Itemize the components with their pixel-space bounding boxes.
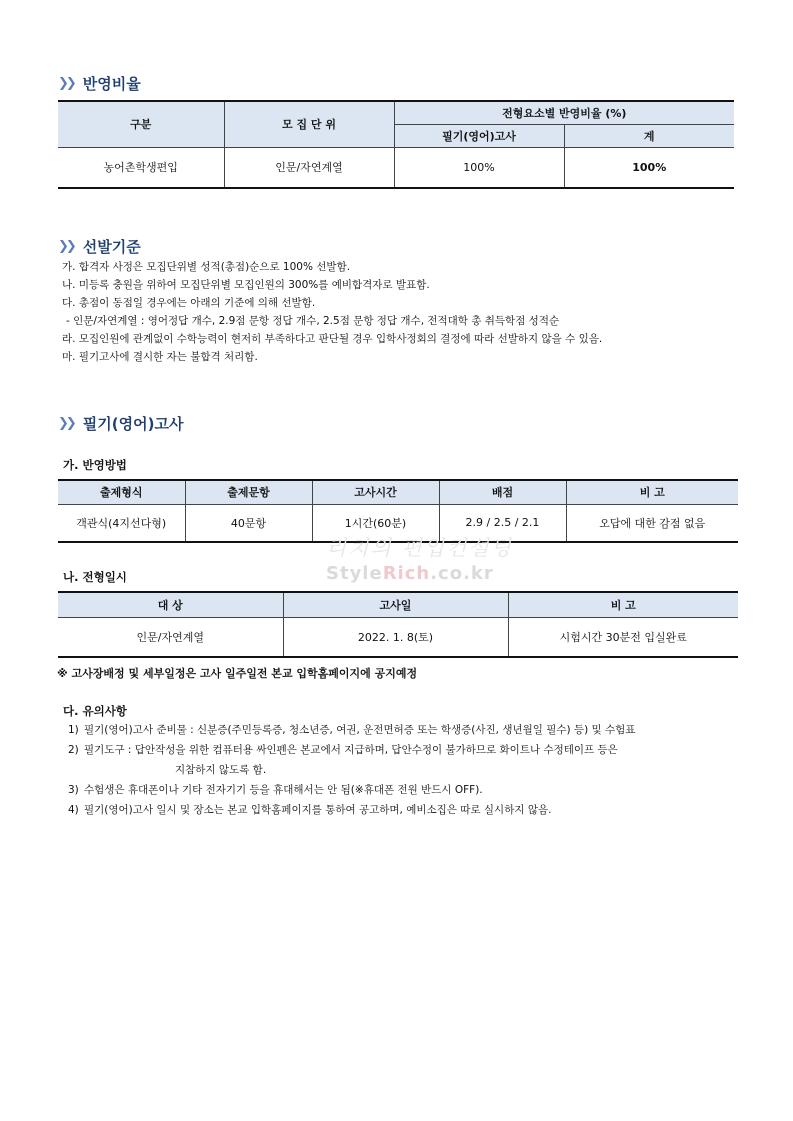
section-title-ratio: ❯❯ 반영비율 (58, 75, 141, 93)
cell-remark: 시험시간 30분전 입실완료 (508, 617, 738, 657)
header-date: 고사일 (283, 592, 508, 617)
criteria-line: 라. 모집인원에 관계없이 수학능력이 현저히 부족하다고 판단될 경우 입학사정회의 결정에 따라 선발하지 않을 수 있음. (62, 333, 603, 345)
list-item-continued: 지참하지 않도록 함. (175, 764, 267, 776)
header-ratio: 전형요소별 반영비율 (%) (394, 101, 734, 124)
header-time: 고사시간 (312, 480, 439, 504)
header-unit: 모 집 단 위 (224, 101, 394, 147)
subtitle-method: 가. 반영방법 (63, 458, 127, 472)
list-item: 3) 수험생은 휴대폰이나 기타 전자기기 등을 휴대해서는 안 됨(※휴대폰 전원 반드시 OFF). (68, 784, 483, 796)
cell-exam: 100% (394, 147, 564, 188)
header-format: 출제형식 (58, 480, 185, 504)
header-target: 대 상 (58, 592, 283, 617)
ratio-table (58, 100, 734, 189)
notice-text: ※ 고사장배정 및 세부일정은 고사 일주일전 본교 입학홈페이지에 공지예정 (57, 667, 418, 680)
cell-date: 2022. 1. 8(토) (283, 617, 508, 657)
list-item: 1) 필기(영어)고사 준비물 : 신분증(주민등록증, 청소년증, 여권, 운전면허증 또는 학생증(사진, 생년월일 필수) 등) 및 수험표 (68, 724, 636, 736)
list-item: 4) 필기(영어)고사 일시 및 장소는 본교 입학홈페이지를 통하여 공고하며, 예비소집은 따로 실시하지 않음. (68, 804, 552, 816)
cell-time: 1시간(60분) (312, 504, 439, 542)
section-title-exam: ❯❯ 필기(영어)고사 (58, 415, 184, 433)
criteria-line: 가. 합격자 사정은 모집단위별 성적(총점)순으로 100% 선발함. (62, 261, 351, 273)
cell-questions: 40문항 (185, 504, 312, 542)
cell-unit: 인문/자연계열 (224, 147, 394, 188)
criteria-line: 나. 미등록 충원을 위하여 모집단위별 모집인원의 300%를 예비합격자로 발표함. (62, 279, 430, 291)
header-group: 구분 (58, 101, 224, 147)
double-chevron-icon: ❯❯ (58, 416, 74, 431)
header-remark: 비 고 (566, 480, 738, 504)
criteria-line: 마. 필기고사에 결시한 자는 불합격 처리함. (62, 351, 258, 363)
double-chevron-icon: ❯❯ (58, 239, 74, 254)
header-questions: 출제문항 (185, 480, 312, 504)
header-total: 계 (564, 124, 734, 147)
table-row (58, 147, 734, 188)
criteria-list (62, 258, 602, 366)
cell-total: 100% (564, 147, 734, 188)
list-item: 2) 필기도구 : 답안작성을 위한 컴퓨터용 싸인펜은 본교에서 지급하며, 답안수정이 불가하므로 화이트나 수정테이프 등은 (68, 744, 618, 756)
schedule-table (58, 591, 738, 658)
cell-format: 객관식(4지선다형) (58, 504, 185, 542)
cautions-list (68, 720, 635, 820)
watermark-text: 리치의 편입컨설팅 (326, 536, 513, 560)
cell-target: 인문/자연계열 (58, 617, 283, 657)
header-remark: 비 고 (508, 592, 738, 617)
subtitle-schedule: 나. 전형일시 (63, 570, 127, 584)
subtitle-cautions: 다. 유의사항 (63, 704, 127, 718)
header-exam: 필기(영어)고사 (394, 124, 564, 147)
double-chevron-icon: ❯❯ (58, 76, 74, 91)
cell-group: 농어촌학생편입 (58, 147, 224, 188)
cell-score: 2.9 / 2.5 / 2.1 (439, 504, 566, 542)
cell-remark: 오답에 대한 감점 없음 (566, 504, 738, 542)
table-row (58, 617, 738, 657)
header-score: 배점 (439, 480, 566, 504)
criteria-line: 다. 총점이 동점일 경우에는 아래의 기준에 의해 선발함. (62, 297, 316, 309)
watermark-url: StyleRich.co.kr (326, 563, 494, 584)
criteria-line: - 인문/자연계열 : 영어정답 개수, 2.9점 문항 정답 개수, 2.5점 문항 정답 개수, 전적대학 총 취득학점 성적순 (66, 315, 560, 327)
section-title-criteria: ❯❯ 선발기준 (58, 238, 141, 256)
